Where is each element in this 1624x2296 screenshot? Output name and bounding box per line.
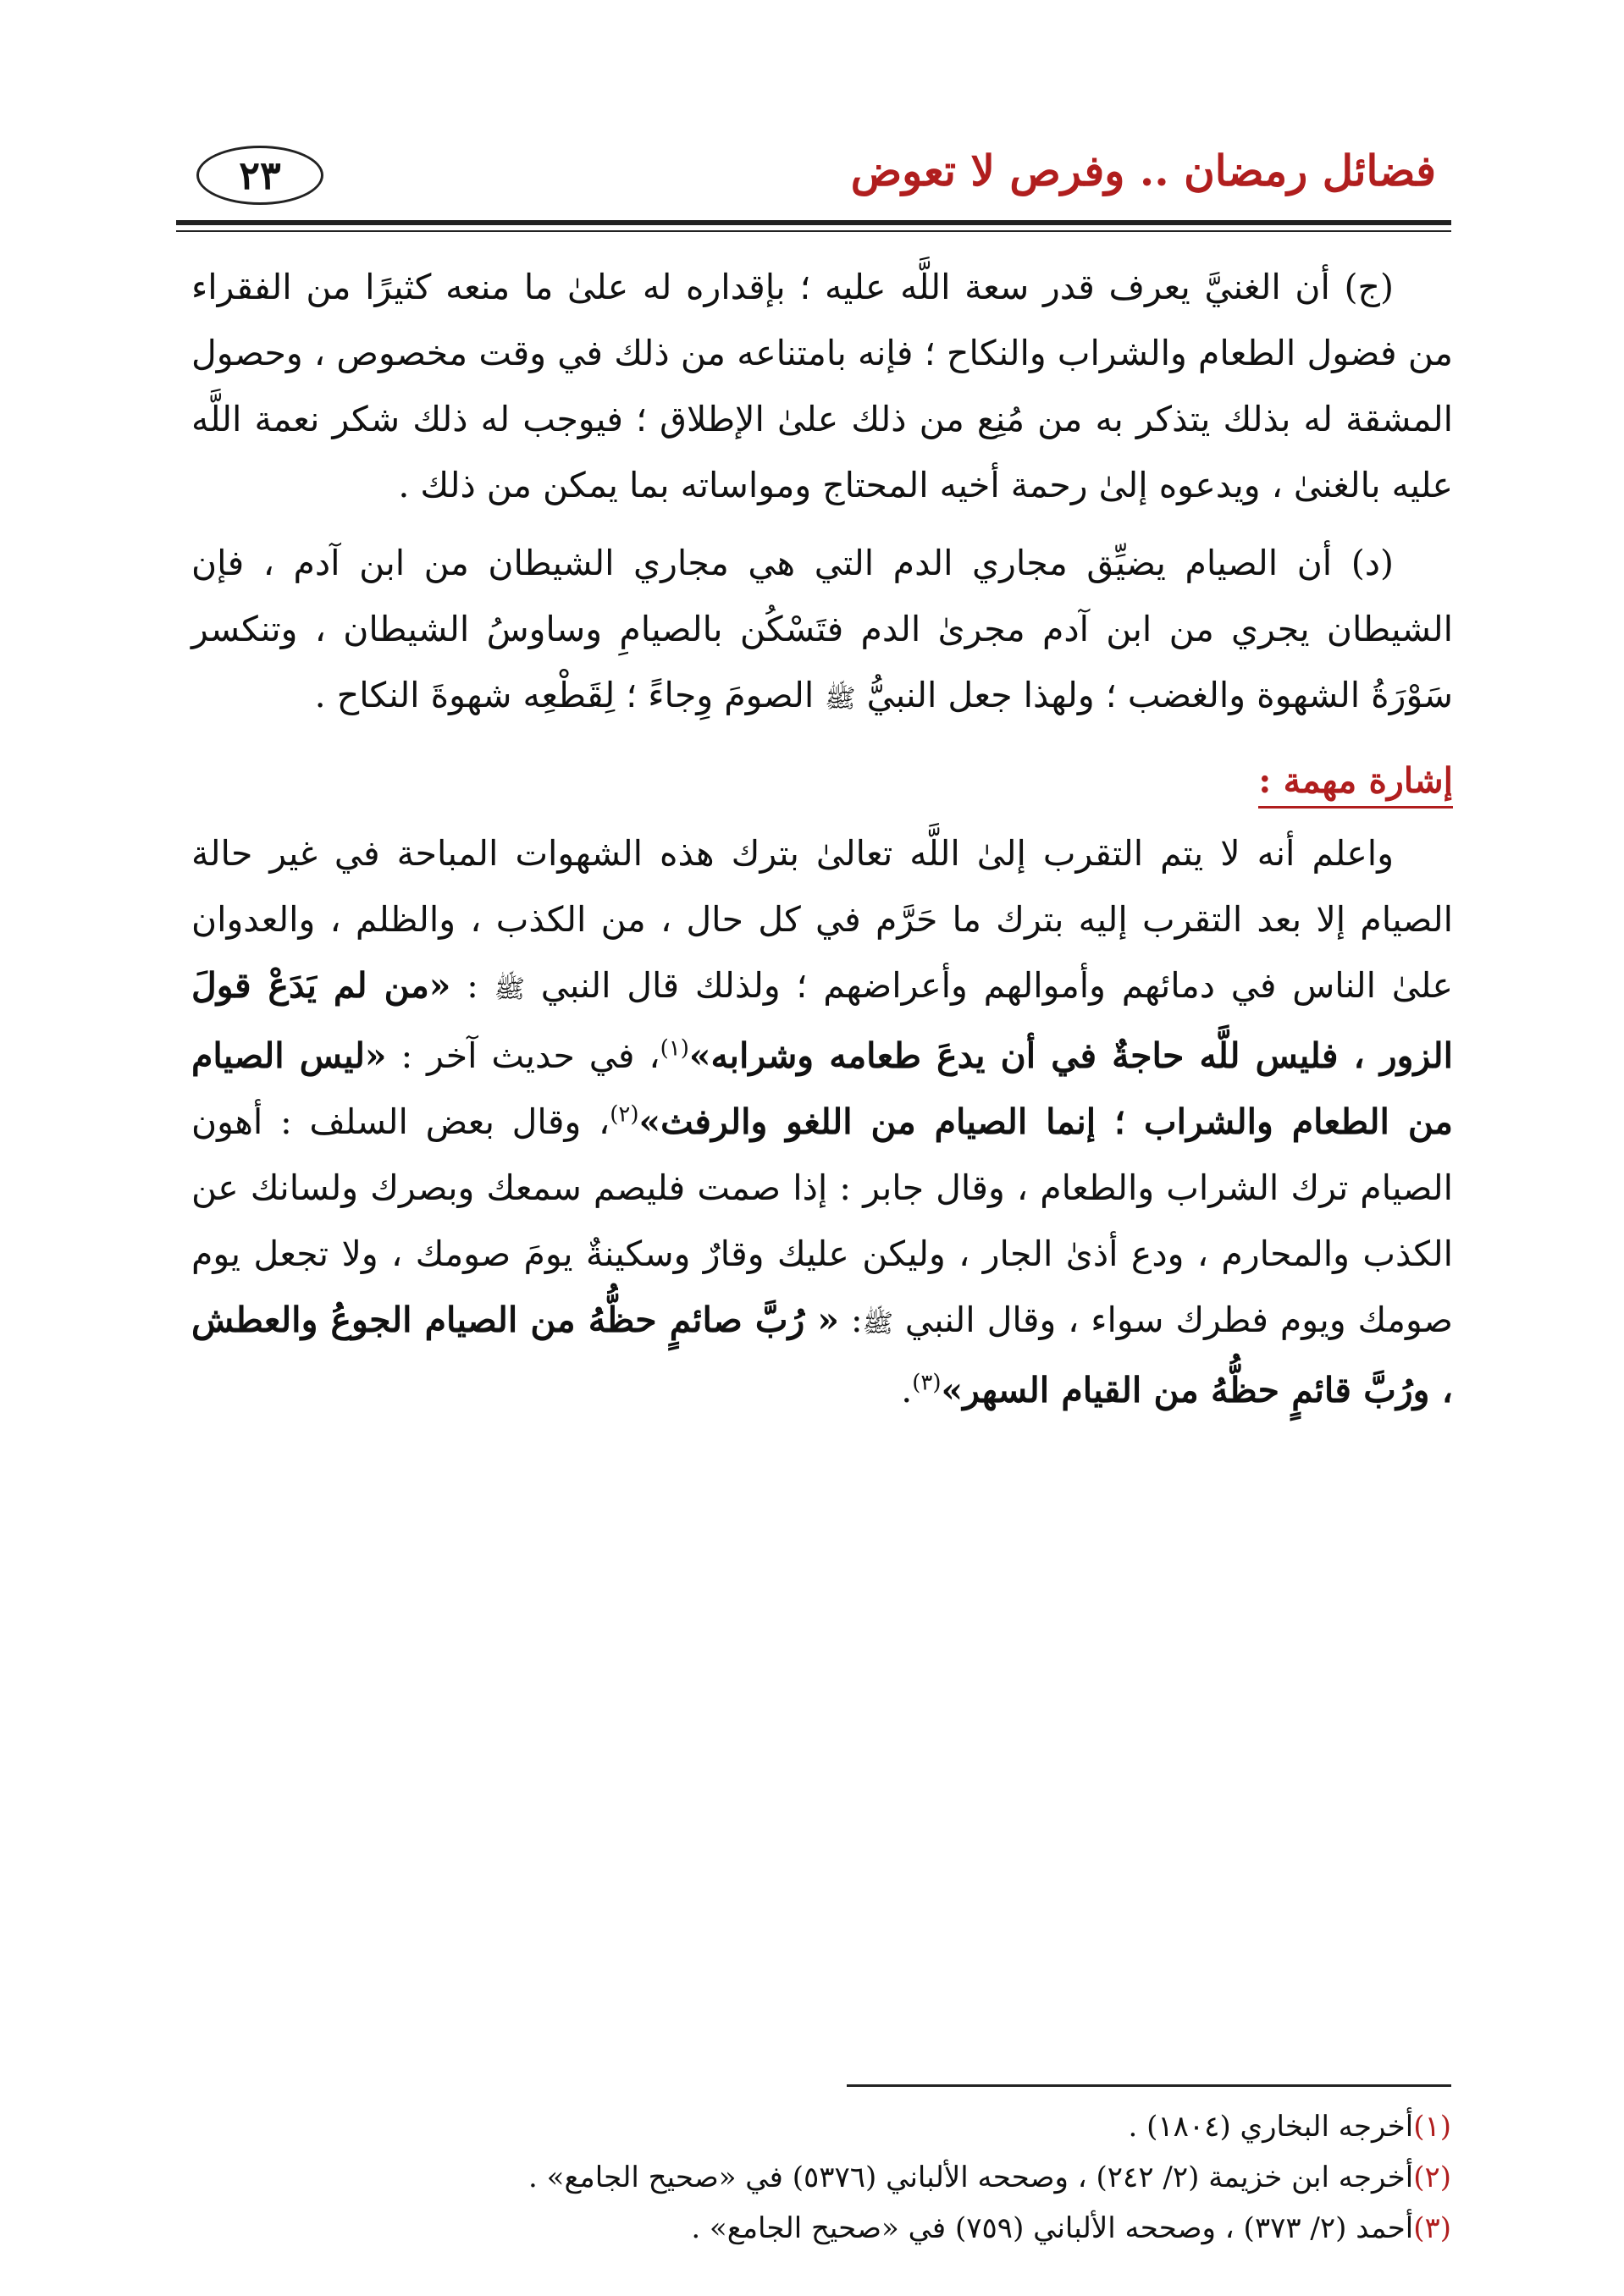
p3-intro: واعلم أنه لا يتم التقرب إلىٰ اللَّه تعالىٰ بترك هذه الشهوات المباحة في غير حالة الصيام إلا بعد التقرب إليه بترك ما حَرَّم في كل حال ، من الكذب ، والظلم ، والعدوان علىٰ الناس في دمائهم وأموالهم وأعراضهم ؛ ولذلك قال النبي bbox=[191, 833, 1453, 1006]
footnotes bbox=[191, 2101, 1451, 2254]
section-heading-wrap bbox=[191, 748, 1453, 814]
footnote-1 bbox=[191, 2101, 1451, 2152]
p3-end: . bbox=[901, 1370, 913, 1410]
paragraph-j: (ج) أن الغنيَّ يعرف قدر سعة اللَّه عليه ؛ بإقداره له علىٰ ما منعه كثيرًا من الفقراء من فضول الطعام والشراب والنكاح ؛ فإنه بامتناعه من ذلك في وقت مخصوص ، وحصول المشقة له بذلك يتذكر به من مُنِع من ذلك علىٰ الإطلاق ؛ فيوجب له ذلك شكر نعمة اللَّه عليه بالغنىٰ ، ويدعوه إلىٰ رحمة أخيه المحتاج ومواساته بما يمكن من ذلك . bbox=[191, 267, 1453, 505]
salawat-glyph: ﷺ bbox=[494, 974, 525, 1004]
paragraph-d-part-2: الصومَ وِجاءً ؛ لِقَطْعِه شهوةَ النكاح . bbox=[314, 675, 815, 715]
p3-colon-1: : bbox=[467, 965, 478, 1006]
footnote-separator bbox=[847, 2084, 1451, 2087]
footnote-text: أخرجه البخاري (١٨٠٤) . bbox=[1128, 2110, 1414, 2144]
p3-mid: ، في حديث آخر : bbox=[400, 1035, 660, 1076]
footnote-ref-2: (٢) bbox=[610, 1101, 639, 1128]
main-text bbox=[191, 254, 1453, 1423]
page-number-badge bbox=[196, 146, 323, 205]
paragraph-3 bbox=[191, 820, 1453, 1423]
p3-narration: ، وقال بعض السلف : أهون الصيام ترك الشراب والطعام ، وقال جابر : إذا صمت فليصم سمعك وبصرك ولسانك عن الكذب والمحارم ، ودع أذىٰ الجار ، وليكن عليك وقارٌ وسكينةٌ يومَ صومك ، ولا تجعل يوم صومك ويوم فطرك سواء ، وقال النبي bbox=[191, 1101, 1453, 1340]
hadith-3: « رُبَّ صائمٍ حظُّهُ من الصيام الجوعُ والعطش ، ورُبَّ قائمٍ حظُّهُ من القيام السهر» bbox=[191, 1300, 1453, 1410]
salawat-glyph: ﷺ bbox=[862, 1309, 893, 1338]
page-number: ٢٣ bbox=[239, 152, 281, 198]
p3-colon-2: : bbox=[850, 1300, 863, 1340]
running-header-title: فضائل رمضان .. وفرص لا تعوض bbox=[850, 146, 1436, 196]
header-rule-thick bbox=[176, 220, 1451, 225]
footnote-ref-3: (٣) bbox=[912, 1370, 942, 1396]
salawat-glyph: ﷺ bbox=[825, 684, 856, 714]
footnote-text: أخرجه ابن خزيمة (٢/ ٢٤٢) ، وصححه الألباني (٥٣٧٦) في «صحيح الجامع» . bbox=[528, 2161, 1414, 2194]
footnote-ref-1: (١) bbox=[660, 1035, 689, 1062]
footnote-text: أحمد (٢/ ٣٧٣) ، وصححه الألباني (٧٥٩) في «صحيح الجامع» . bbox=[691, 2211, 1414, 2245]
footnote-number: (٢) bbox=[1413, 2161, 1451, 2194]
footnote-number: (١) bbox=[1413, 2110, 1451, 2144]
paragraph-d bbox=[191, 530, 1453, 732]
hadith-2: «ليس الصيام من الطعام والشراب ؛ إنما الصيام من اللغو والرفث» bbox=[191, 1035, 1453, 1142]
footnote-3 bbox=[191, 2203, 1451, 2254]
section-heading: إشارة مهمة : bbox=[1258, 755, 1453, 809]
footnote-number: (٣) bbox=[1413, 2211, 1451, 2245]
header-rule-thin bbox=[176, 230, 1451, 232]
hadith-1: «من لم يَدَعْ قولَ الزور ، فليس للَّه حاجةٌ في أن يدعَ طعامه وشرابه» bbox=[191, 965, 1453, 1076]
paragraph-d-part-1: (د) أن الصيام يضيِّق مجاري الدم التي هي مجاري الشيطان من ابن آدم ، فإن الشيطان يجري من ابن آدم مجرىٰ الدم فتَسْكُن بالصيامِ وساوسُ الشيطان ، وتنكسر سَوْرَةُ الشهوة والغضب ؛ ولهذا جعل النبيُّ bbox=[191, 543, 1453, 715]
footnote-2 bbox=[191, 2152, 1451, 2203]
